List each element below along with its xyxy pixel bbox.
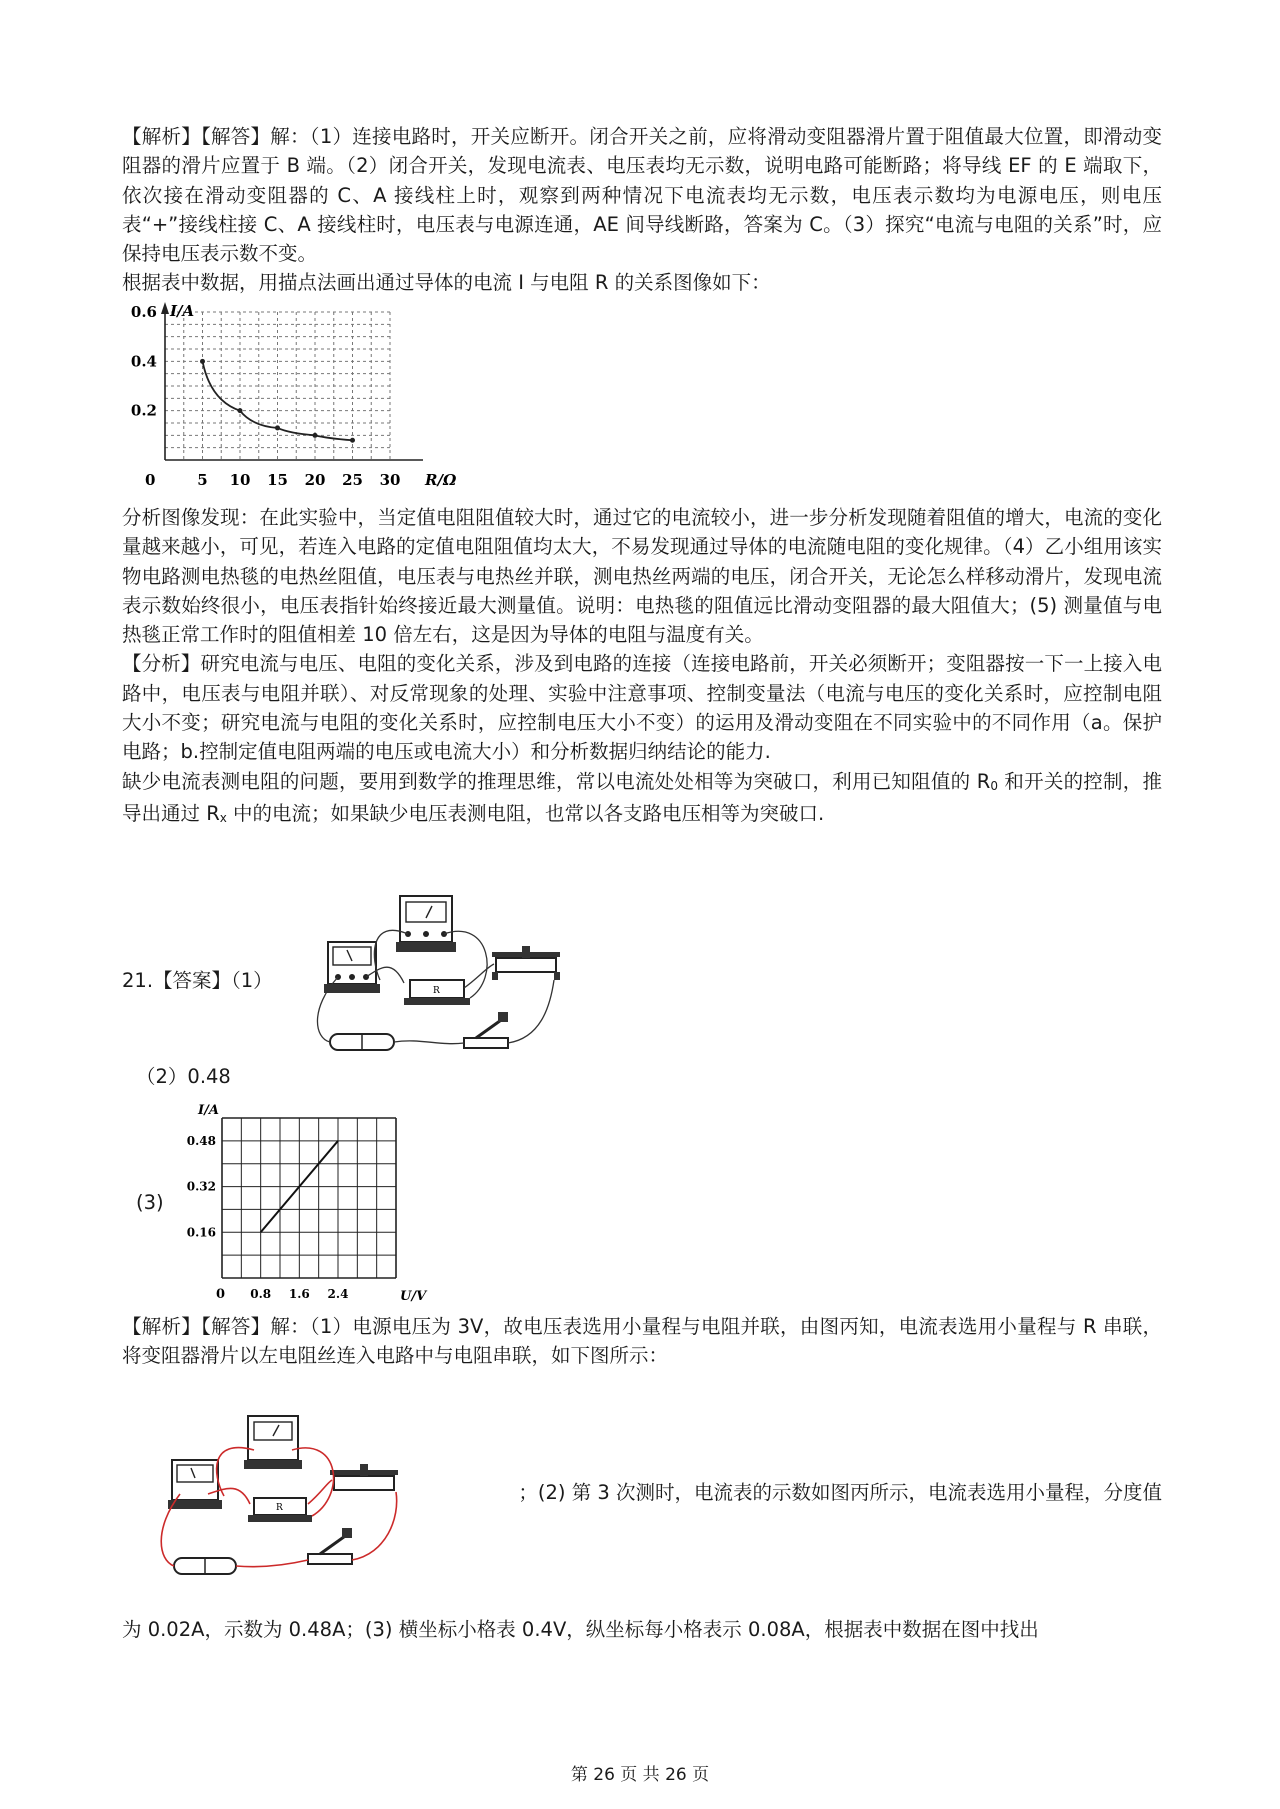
svg-text:R: R [276, 1503, 283, 1513]
data-point [275, 425, 280, 430]
y-tick-label: 0.6 [130, 303, 157, 321]
x-axis-label: U/V [400, 1289, 427, 1304]
x-tick-label: 20 [304, 471, 326, 489]
question-21-part-2: （2）0.48 [136, 1065, 231, 1088]
switch-icon [308, 1528, 352, 1564]
y-tick-label: 0.2 [130, 401, 157, 420]
circuit-diagram-2 [150, 1408, 412, 1593]
analysis-block-3-continued [122, 1615, 1162, 1644]
current-voltage-graph [182, 1098, 434, 1308]
y-tick-label: 0.16 [186, 1225, 216, 1240]
y-tick-label: 0.48 [186, 1133, 216, 1148]
method-paragraph: 缺少电流表测电阻的问题，要用到数学的推理思维，常以电流处处相等为突破口，利用已知阻值的 $R_0$ 和开关的控制，推导出通过 $R_x$ 中的电流；如果缺少电压表测电阻，也常以各支路电压相等为突破口. [122, 769, 1162, 825]
tick-labels [187, 1134, 349, 1301]
x-tick-label: 15 [267, 471, 288, 489]
data-point [238, 408, 243, 413]
analysis-block-1 [122, 122, 1162, 298]
y-axis-label: I/A [170, 302, 195, 320]
tick-labels [131, 303, 401, 489]
summary-paragraph: 【分析】研究电流与电压、电阻的变化关系，涉及到电路的连接（连接电路前，开关必须断开；变阻器按一下一上接入电路中，电压表与电阻并联）、对反常现象的处理、实验中注意事项、控制变量法（电流与电压的变化关系时，应控制电阻大小不变；研究电流与电阻的变化关系时，应控制电压大小不变）的运用及滑动变阻在不同实验中的不同作用（a。保护电路；b.控制定值电阻两端的电压或电流大小）和分析数据归纳结论的能力. [122, 652, 1162, 764]
rheostat-icon [492, 946, 560, 980]
x-tick-label: 10 [229, 471, 251, 489]
switch-icon [464, 1012, 508, 1048]
analysis-paragraph: 【解析】【解答】解：（1）连接电路时，开关应断开。闭合开关之前，应将滑动变阻器滑片置于阻值最大位置，即滑动变阻器的滑片应置于 B 端。（2）闭合开关，发现电流表、电压表均无示数，说明电路可能断路；将导线 EF 的 E 端取下，依次接在滑动变阻器的 C、A 接线柱上时，观察到两种情况下电流表均无示数，电压表示数均为电源电压，则电压表“+”接线柱接 C、A 接线柱时，电压表与电源连通，AE 间导线断路，答案为 C。（3）探究“电流与电阻的关系”时，应保持电压表示数不变。 [122, 125, 1162, 266]
resistor-icon [248, 1498, 312, 1522]
origin-label: 0 [216, 1287, 226, 1302]
y-axis-arrow [161, 302, 169, 314]
battery-icon [174, 1558, 236, 1574]
solution-paragraph: 【解析】【解答】解：（1）电源电压为 3V，故电压表选用小量程与电阻并联，由图丙知，电流表选用小量程与 R 串联，将变阻器滑片以左电阻丝连入电路中与电阻串联，如下图所示： [122, 1315, 1162, 1368]
x-tick-label: 5 [197, 471, 208, 489]
data-point [200, 359, 205, 364]
ammeter-icon [168, 1460, 222, 1509]
rheostat-icon [330, 1464, 398, 1490]
solution-continued-paragraph: 为 0.02A，示数为 0.48A；(3) 横坐标小格表 0.4V，纵坐标每小格表示 0.08A，根据表中数据在图中找出 [122, 1618, 1039, 1641]
question-21-part-3-label: (3) [136, 1191, 164, 1214]
x-tick-label: 2.4 [327, 1287, 349, 1301]
resistor-icon [404, 980, 470, 1005]
battery-icon [330, 1034, 394, 1050]
y-tick-label: 0.4 [130, 352, 157, 371]
ammeter-icon [324, 942, 380, 993]
circuit-diagram-1 [300, 888, 570, 1070]
solution-side-text: ；(2) 第 3 次测时，电流表的示数如图丙所示，电流表选用小量程，分度值 [518, 1481, 1162, 1504]
analysis-block-2 [122, 503, 1162, 831]
x-tick-label: 25 [342, 471, 363, 489]
origin-label: 0 [145, 471, 156, 489]
data-point [350, 438, 355, 443]
graph-intro-paragraph: 根据表中数据，用描点法画出通过导体的电流 I 与电阻 R 的关系图像如下： [122, 271, 771, 295]
graph-grid [222, 1118, 396, 1278]
graph-grid [165, 312, 390, 460]
analysis-block-3 [122, 1312, 1162, 1371]
page-footer: 第 26 页 共 26 页 [570, 1765, 710, 1785]
x-tick-label: 1.6 [288, 1287, 310, 1301]
voltmeter-icon [396, 896, 456, 952]
graph-analysis-paragraph: 分析图像发现：在此实验中，当定值电阻阻值较大时，通过它的电流较小，进一步分析发现随着阻值的增大，电流的变化量越来越小，可见，若连入电路的定值电阻阻值均太大，不易发现通过导体的电流随电阻的变化规律。（4）乙小组用该实物电路测电热毯的电热丝阻值，电压表与电热丝并联，测电热丝两端的电压，闭合开关，无论怎么样移动滑片，发现电流表示数始终很小，电压表指针始终接近最大测量值。说明：电热毯的阻值远比滑动变阻器的最大阻值大；(5) 测量值与电热毯正常工作时的阻值相差 10 倍左右，这是因为导体的电阻与温度有关。 [122, 506, 1162, 647]
voltmeter-icon [244, 1416, 302, 1469]
x-axis-label: R/Ω [425, 471, 457, 489]
y-axis-label: I/A [198, 1103, 219, 1118]
question-21-answer-label: 21.【答案】（1） [122, 969, 273, 992]
data-point [313, 433, 318, 438]
x-tick-label: 30 [379, 471, 401, 489]
svg-text:R: R [433, 986, 440, 996]
x-tick-label: 0.8 [250, 1287, 272, 1301]
current-resistance-graph [125, 300, 465, 490]
y-tick-label: 0.32 [186, 1179, 216, 1194]
